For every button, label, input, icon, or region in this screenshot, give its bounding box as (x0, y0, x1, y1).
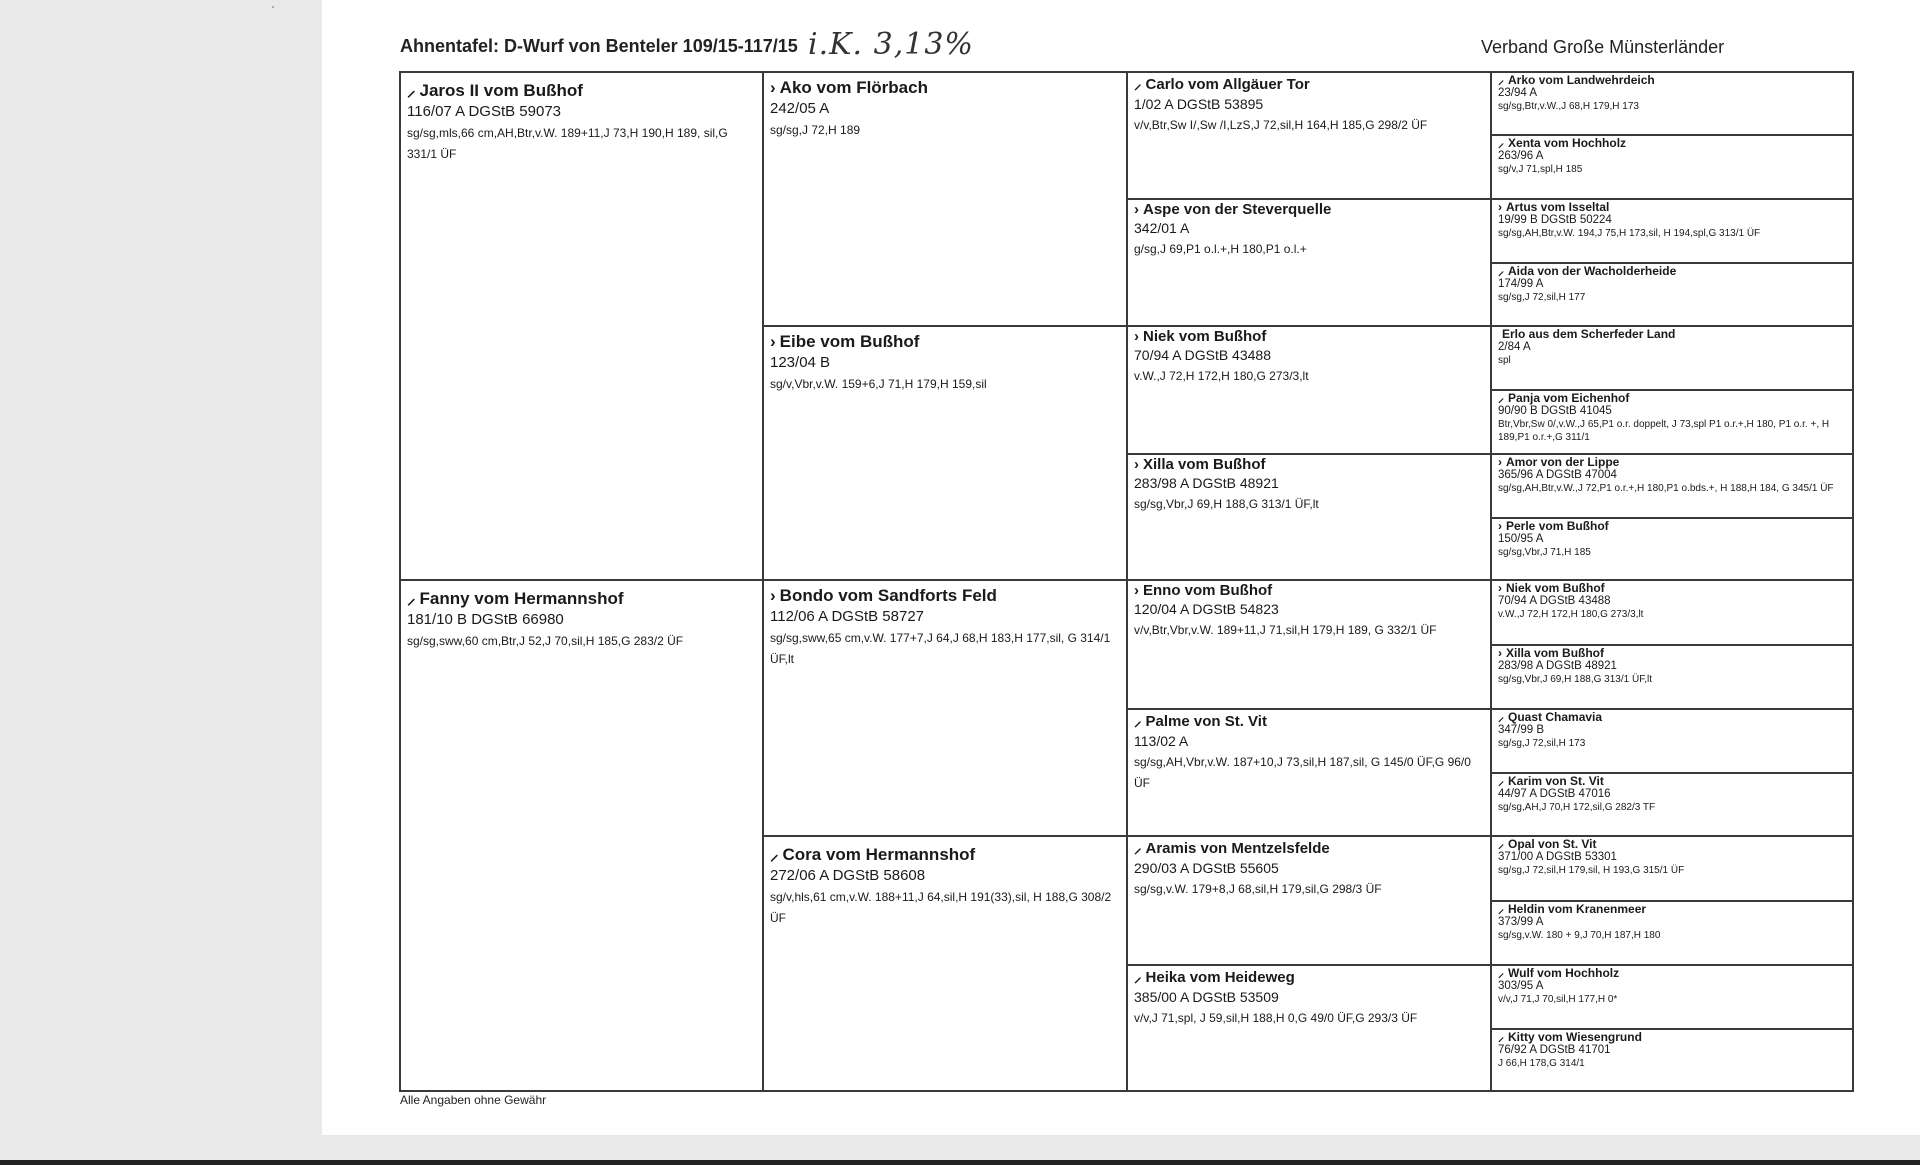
registry-number: 347/99 B (1498, 724, 1545, 736)
ancestor-cell-g4-2 (1490, 134, 1854, 200)
registry-number: 283/98 A DGStB 48921 (1498, 660, 1617, 672)
dog-name: Wulf vom Hochholz (1508, 966, 1620, 980)
performance-record: sg/sg,AH,Btr,v.W.,J 72,P1 o.r.+,H 180,P1 o.bds.+, H 188,H 184, G 345/1 ÜF (1498, 483, 1834, 494)
dog-name: Karim von St. Vit (1508, 774, 1604, 788)
dog-name: Panja vom Eichenhof (1508, 391, 1630, 405)
ancestor-cell-g4-14 (1490, 900, 1854, 966)
lineage-mark: › (1134, 582, 1139, 599)
dog-name: Xenta vom Hochholz (1508, 136, 1627, 150)
ancestor-cell-g3-2 (1126, 198, 1492, 327)
registry-number: 290/03 A DGStB 55605 (1134, 860, 1279, 876)
performance-record: v.W.,J 72,H 172,H 180,G 273/3,lt (1498, 609, 1644, 620)
ancestor-cell-g4-12 (1490, 772, 1854, 837)
ancestor-cell-g4-13 (1490, 835, 1854, 902)
handwritten-note: i.K. 3,13% (808, 27, 974, 62)
dog-name: Kitty vom Wiesengrund (1508, 1030, 1642, 1044)
dog-name: Artus vom Isseltal (1506, 200, 1610, 214)
performance-record: sg/sg,J 72,sil,H 173 (1498, 738, 1586, 749)
dog-name: Aida von der Wacholderheide (1508, 264, 1677, 278)
performance-record: sg/sg,sww,65 cm,v.W. 177+7,J 64,J 68,H 183,H 177,sil, G 314/1 ÜF,lt (770, 631, 1111, 666)
registry-number: 342/01 A (1134, 220, 1190, 236)
ancestor-cell-g2-4 (762, 835, 1128, 1092)
dog-name: Aramis von Mentzelsfelde (1145, 840, 1330, 857)
pedigree-title: Ahnentafel: D-Wurf von Benteler 109/15-117/15 (400, 36, 798, 56)
lineage-mark: ⸝ (1498, 136, 1505, 150)
performance-record: v/v,Btr,Vbr,v.W. 189+11,J 71,sil,H 179,H 189, G 332/1 ÜF (1134, 623, 1437, 637)
lineage-mark: ⸝ (1134, 713, 1142, 730)
registry-number: 120/04 A DGStB 54823 (1134, 601, 1279, 617)
scanner-edge (0, 1160, 1920, 1165)
lineage-mark: ⸝ (1498, 1030, 1505, 1044)
ancestor-cell-g4-4 (1490, 262, 1854, 327)
performance-record: sg/sg,AH,Btr,v.W. 194,J 75,H 173,sil, H 194,spl,G 313/1 ÜF (1498, 228, 1761, 239)
performance-record: sg/v,J 71,spl,H 185 (1498, 164, 1583, 175)
dog-name: Quast Chamavia (1508, 710, 1603, 724)
performance-record: sg/sg,v.W. 179+8,J 68,sil,H 179,sil,G 298/3 ÜF (1134, 882, 1382, 896)
performance-record: J 66,H 178,G 314/1 (1498, 1058, 1585, 1069)
ancestor-cell-g4-8 (1490, 517, 1854, 581)
performance-record: sg/sg,J 72,H 189 (770, 123, 861, 137)
lineage-mark: ⸝ (1498, 73, 1505, 87)
dog-name: Fanny vom Hermannshof (419, 589, 624, 608)
lineage-mark: › (1498, 455, 1502, 469)
lineage-mark: ⸝ (770, 845, 779, 864)
performance-record: v/v,J 71,J 70,sil,H 177,H 0* (1498, 994, 1618, 1005)
performance-record: sg/sg,Btr,v.W.,J 68,H 179,H 173 (1498, 101, 1639, 112)
registry-number: 44/97 A DGStB 47016 (1498, 788, 1611, 800)
ancestor-cell-g4-7 (1490, 453, 1854, 519)
lineage-mark: ⸝ (407, 589, 416, 608)
dog-name: Heldin vom Kranenmeer (1508, 902, 1647, 916)
ancestor-cell-g4-11 (1490, 708, 1854, 774)
performance-record: sg/sg,mls,66 cm,AH,Btr,v.W. 189+11,J 73,H 190,H 189, sil,G 331/1 ÜF (407, 126, 728, 161)
lineage-mark: › (1498, 519, 1502, 533)
dog-name: Cora vom Hermannshof (782, 845, 976, 864)
registry-number: 272/06 A DGStB 58608 (770, 867, 926, 884)
dog-name: Ako vom Flörbach (779, 78, 928, 97)
dog-name: Niek vom Bußhof (1143, 328, 1267, 345)
performance-record: sg/v,Vbr,v.W. 159+6,J 71,H 179,H 159,sil (770, 377, 987, 391)
ancestor-cell-g4-15 (1490, 964, 1854, 1030)
dog-name: Xilla vom Bußhof (1506, 646, 1605, 660)
lineage-mark: › (770, 332, 776, 351)
performance-record: sg/sg,sww,60 cm,Btr,J 52,J 70,sil,H 185,G 283/2 ÜF (407, 634, 684, 648)
registry-number: 76/92 A DGStB 41701 (1498, 1044, 1611, 1056)
lineage-mark: › (1498, 200, 1502, 214)
organization-name: Verband Große Münsterländer (1481, 37, 1725, 57)
ancestor-cell-g3-3 (1126, 325, 1492, 455)
ancestor-cell-dam (399, 579, 764, 1092)
registry-number: 23/94 A (1498, 87, 1538, 99)
registry-number: 90/90 B DGStB 41045 (1498, 405, 1612, 417)
ancestor-cell-sire (399, 71, 764, 581)
ancestor-cell-g4-16 (1490, 1028, 1854, 1092)
ancestor-cell-g4-6 (1490, 389, 1854, 455)
performance-record: sg/sg,Vbr,J 69,H 188,G 313/1 ÜF,lt (1134, 497, 1319, 511)
performance-record: spl (1498, 355, 1511, 366)
lineage-mark: ⸝ (1498, 774, 1505, 788)
performance-record: sg/sg,AH,J 70,H 172,sil,G 282/3 TF (1498, 802, 1656, 813)
dog-name: Erlo aus dem Scherfeder Land (1502, 327, 1676, 341)
dog-name: Bondo vom Sandforts Feld (779, 586, 997, 605)
ancestor-cell-g4-1 (1490, 71, 1854, 136)
dog-name: Palme von St. Vit (1145, 713, 1267, 730)
scan-speck (272, 6, 274, 8)
ancestor-cell-g4-9 (1490, 579, 1854, 646)
ancestor-cell-g2-2 (762, 325, 1128, 581)
performance-record: sg/sg,Vbr,J 69,H 188,G 313/1 ÜF,lt (1498, 674, 1652, 685)
dog-name: Jaros II vom Bußhof (419, 81, 583, 100)
performance-record: v/v,J 71,spl, J 59,sil,H 188,H 0,G 49/0 ÜF,G 293/3 ÜF (1134, 1011, 1418, 1025)
dog-name: Opal von St. Vit (1508, 837, 1597, 851)
dog-name: Niek vom Bußhof (1506, 581, 1605, 595)
lineage-mark: › (1134, 456, 1139, 473)
ancestor-cell-g3-7 (1126, 835, 1492, 966)
ancestor-cell-g4-3 (1490, 198, 1854, 264)
lineage-mark: ⸝ (1134, 969, 1142, 986)
ancestor-cell-g3-1 (1126, 71, 1492, 200)
performance-record: g/sg,J 69,P1 o.l.+,H 180,P1 o.l.+ (1134, 242, 1307, 256)
ancestor-cell-g4-5 (1490, 325, 1854, 391)
registry-number: 263/96 A (1498, 150, 1544, 162)
registry-number: 116/07 A DGStB 59073 (407, 103, 562, 120)
lineage-mark: › (1498, 646, 1502, 660)
dog-name: Perle vom Bußhof (1506, 519, 1609, 533)
registry-number: 123/04 B (770, 354, 831, 371)
disclaimer-text: Alle Angaben ohne Gewähr (400, 1093, 547, 1107)
lineage-mark: › (770, 586, 776, 605)
performance-record: sg/sg,v.W. 180 + 9,J 70,H 187,H 180 (1498, 930, 1661, 941)
registry-number: 371/00 A DGStB 53301 (1498, 851, 1617, 863)
registry-number: 385/00 A DGStB 53509 (1134, 989, 1279, 1005)
registry-number: 365/96 A DGStB 47004 (1498, 469, 1617, 481)
registry-number: 70/94 A DGStB 43488 (1498, 595, 1611, 607)
dog-name: Arko vom Landwehrdeich (1508, 73, 1655, 87)
lineage-mark: › (1498, 581, 1502, 595)
registry-number: 242/05 A (770, 100, 830, 117)
dog-name: Aspe von der Steverquelle (1143, 201, 1332, 218)
performance-record: sg/sg,J 72,sil,H 177 (1498, 292, 1586, 303)
dog-name: Enno vom Bußhof (1143, 582, 1273, 599)
ancestor-cell-g3-5 (1126, 579, 1492, 710)
registry-number: 1/02 A DGStB 53895 (1134, 96, 1264, 112)
registry-number: 283/98 A DGStB 48921 (1134, 475, 1279, 491)
dog-name: Eibe vom Bußhof (779, 332, 920, 351)
registry-number: 303/95 A (1498, 980, 1544, 992)
lineage-mark: ⸝ (1134, 76, 1142, 93)
ancestor-cell-g3-6 (1126, 708, 1492, 837)
ancestor-cell-g4-10 (1490, 644, 1854, 710)
dog-name: Carlo vom Allgäuer Tor (1145, 76, 1310, 93)
registry-number: 373/99 A (1498, 916, 1544, 928)
registry-number: 70/94 A DGStB 43488 (1134, 347, 1271, 363)
lineage-mark: ⸝ (1498, 710, 1505, 724)
ancestor-cell-g3-4 (1126, 453, 1492, 581)
registry-number: 150/95 A (1498, 533, 1544, 545)
ancestor-cell-g2-1 (762, 71, 1128, 327)
performance-record: v/v,Btr,Sw I/,Sw /I,LzS,J 72,sil,H 164,H 185,G 298/2 ÜF (1134, 118, 1428, 132)
lineage-mark: ⸝ (1498, 902, 1505, 916)
performance-record: sg/sg,AH,Vbr,v.W. 187+10,J 73,sil,H 187,sil, G 145/0 ÜF,G 96/0 ÜF (1134, 755, 1471, 790)
lineage-mark: › (770, 78, 776, 97)
lineage-mark: ⸝ (1498, 837, 1505, 851)
lineage-mark: ⸝ (1498, 966, 1505, 980)
dog-name: Amor von der Lippe (1506, 455, 1620, 469)
performance-record: Btr,Vbr,Sw 0/,v.W.,J 65,P1 o.r. doppelt, J 73,spl P1 o.r.+,H 180, P1 o.r. +, H 189,P1 o.r.+,G 311/1 (1498, 419, 1830, 443)
lineage-mark: › (1134, 328, 1139, 345)
registry-number: 19/99 B DGStB 50224 (1498, 214, 1612, 226)
lineage-mark: ⸝ (1498, 391, 1505, 405)
ancestor-cell-g3-8 (1126, 964, 1492, 1092)
registry-number: 181/10 B DGStB 66980 (407, 611, 564, 628)
registry-number: 113/02 A (1134, 733, 1189, 749)
registry-number: 112/06 A DGStB 58727 (770, 608, 925, 625)
dog-name: Xilla vom Bußhof (1143, 456, 1266, 473)
lineage-mark: › (1134, 201, 1139, 218)
registry-number: 174/99 A (1498, 278, 1544, 290)
lineage-mark: ⸝ (407, 81, 416, 100)
lineage-mark: ⸝ (1134, 840, 1142, 857)
registry-number: 2/84 A (1498, 341, 1531, 353)
performance-record: v.W.,J 72,H 172,H 180,G 273/3,lt (1134, 369, 1309, 383)
performance-record: sg/sg,Vbr,J 71,H 185 (1498, 547, 1591, 558)
lineage-mark: ⸝ (1498, 264, 1505, 278)
dog-name: Heika vom Heideweg (1145, 969, 1295, 986)
performance-record: sg/v,hls,61 cm,v.W. 188+11,J 64,sil,H 191(33),sil, H 188,G 308/2 ÜF (770, 890, 1112, 925)
performance-record: sg/sg,J 72,sil,H 179,sil, H 193,G 315/1 ÜF (1498, 865, 1685, 876)
ancestor-cell-g2-3 (762, 579, 1128, 837)
